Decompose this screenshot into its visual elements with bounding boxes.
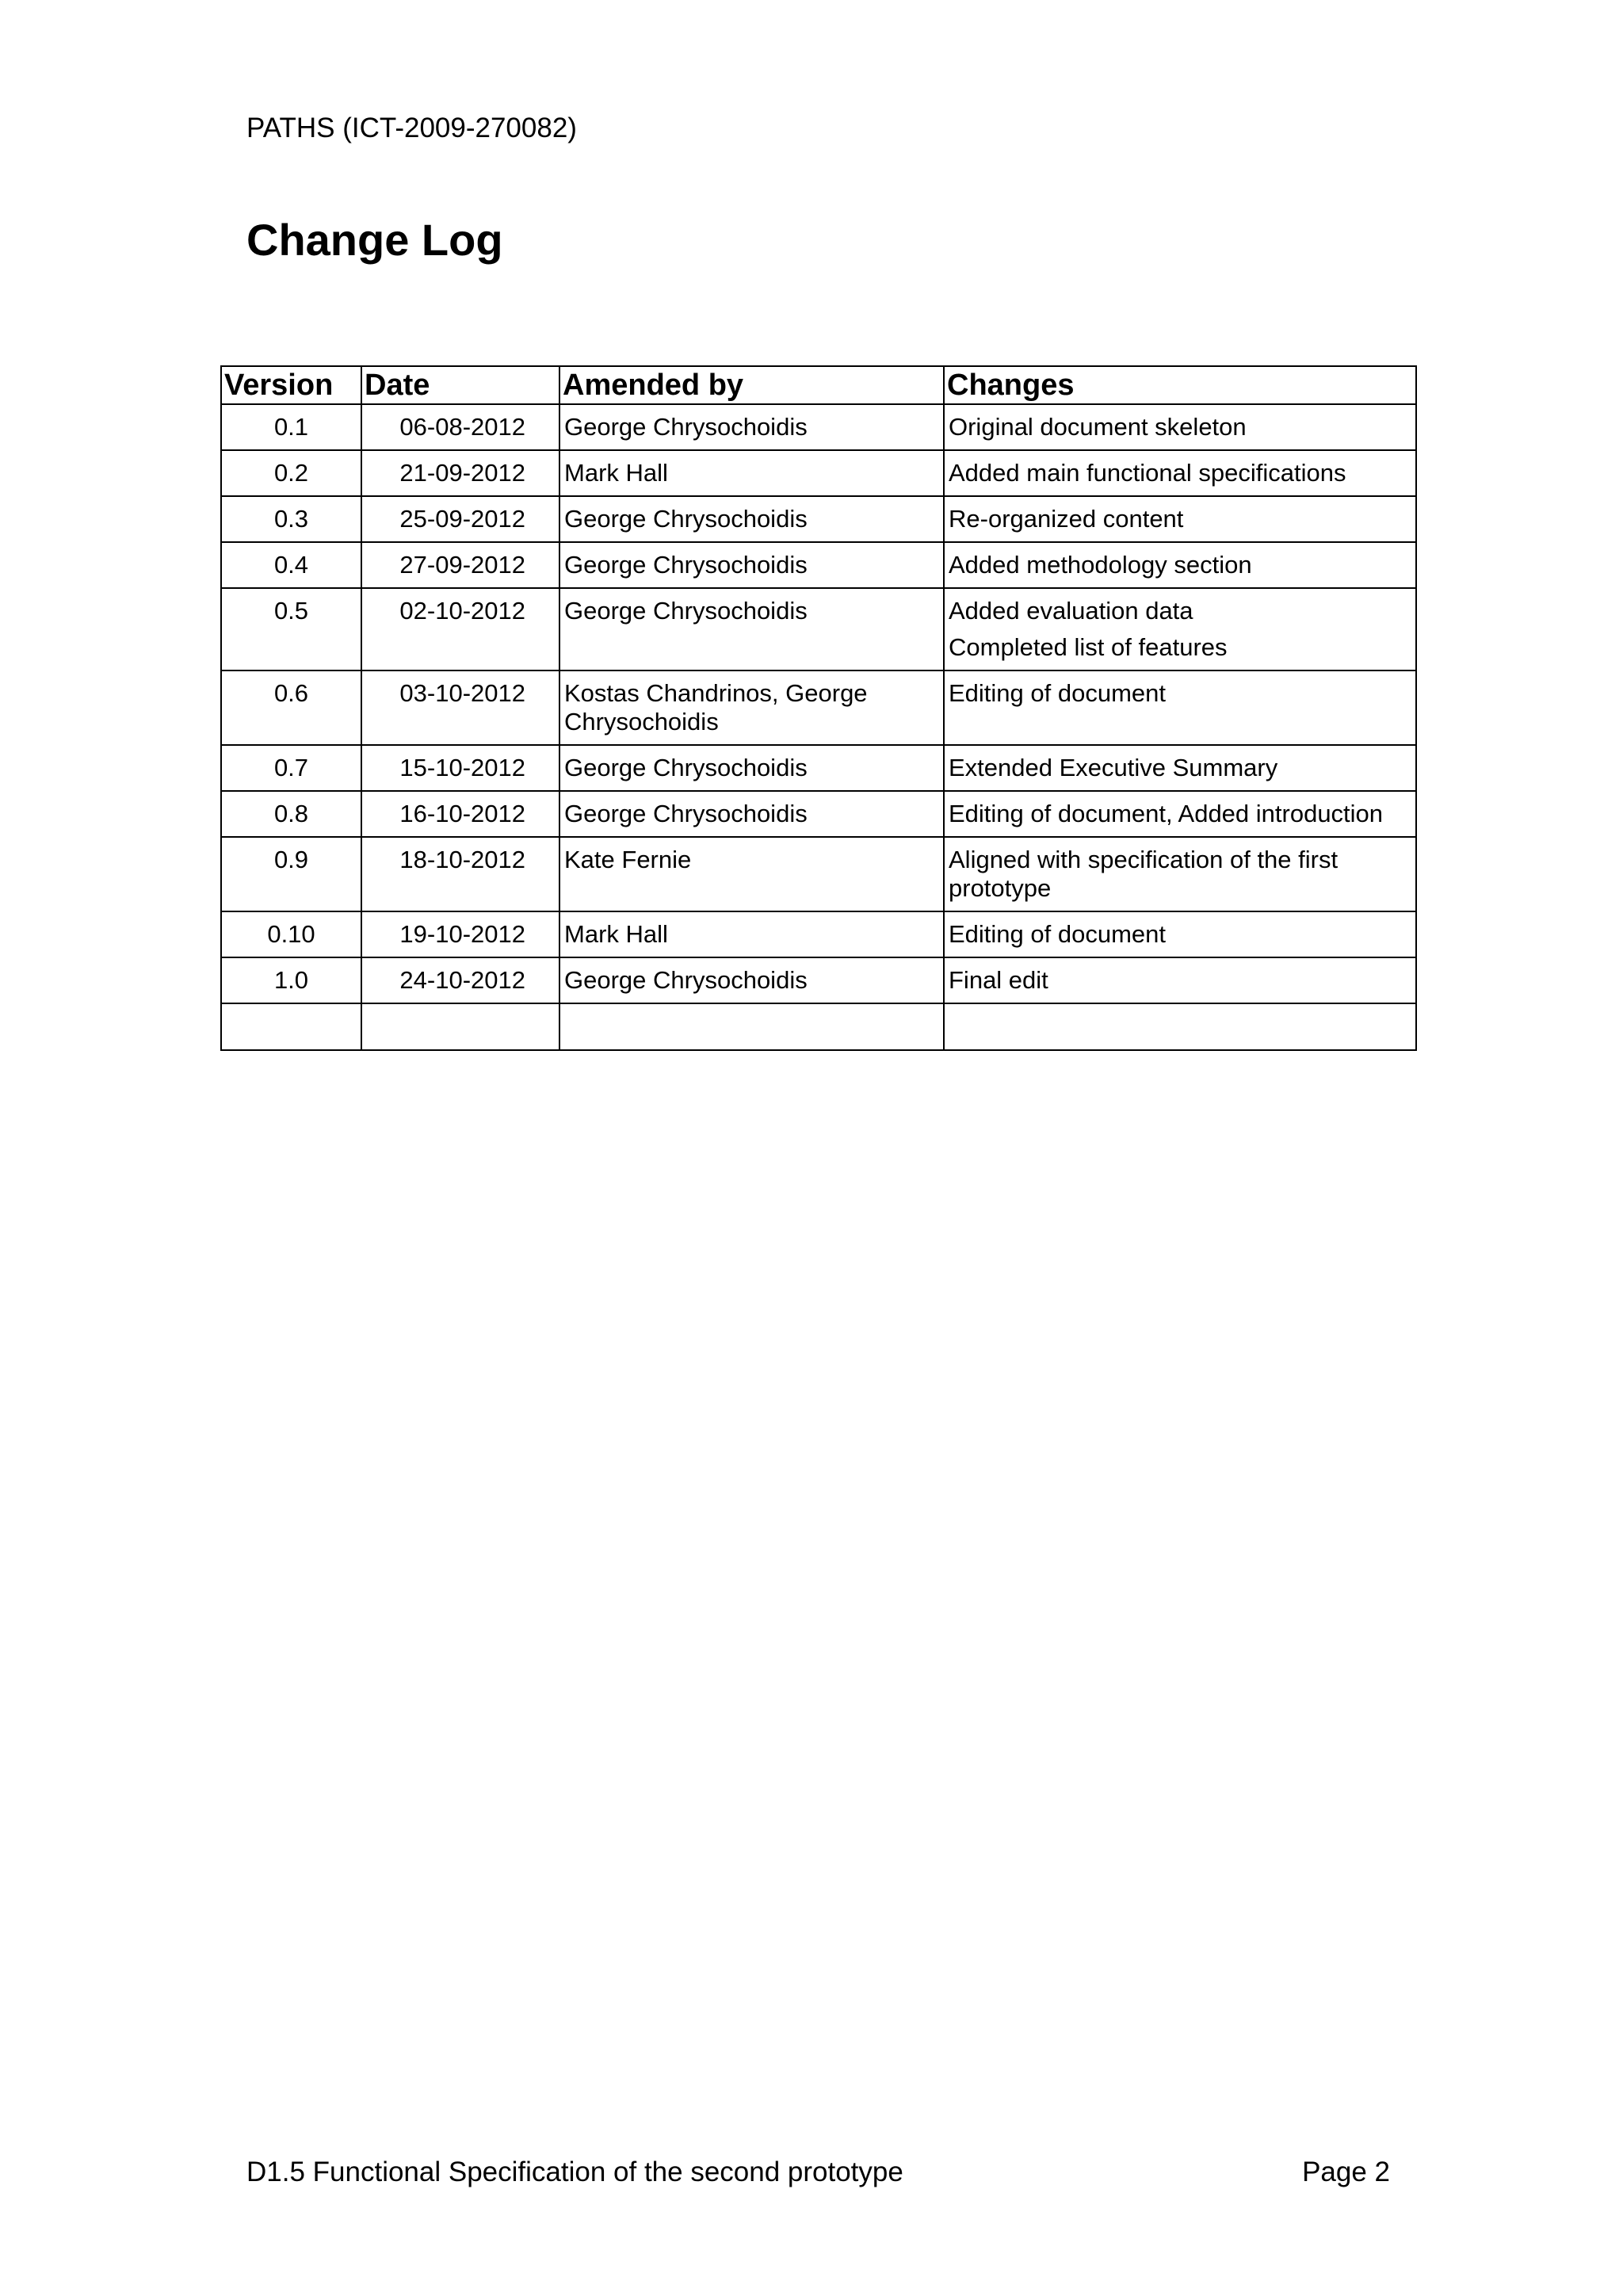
- change-entry: Final edit: [949, 966, 1048, 994]
- footer-page-number: Page 2: [1302, 2157, 1390, 2187]
- table-row: [221, 957, 1416, 1003]
- cell-version: 0.2: [221, 450, 361, 496]
- cell-date: 25-09-2012: [361, 496, 559, 542]
- cell-date: 24-10-2012: [361, 957, 559, 1003]
- cell-changes: [944, 791, 1416, 837]
- cell-amended-by: George Chrysochoidis: [559, 791, 944, 837]
- cell-date: 06-08-2012: [361, 404, 559, 450]
- cell-changes: [944, 404, 1416, 450]
- cell-version: 0.7: [221, 745, 361, 791]
- cell-date: 27-09-2012: [361, 542, 559, 588]
- cell-date: 18-10-2012: [361, 837, 559, 911]
- cell-amended-by: George Chrysochoidis: [559, 588, 944, 670]
- cell-date: 02-10-2012: [361, 588, 559, 670]
- cell-date: 19-10-2012: [361, 911, 559, 957]
- change-log-table: [220, 365, 1417, 1051]
- cell-date: 21-09-2012: [361, 450, 559, 496]
- table-body: [221, 404, 1416, 1050]
- table-row: [221, 496, 1416, 542]
- change-entry: Extended Executive Summary: [949, 754, 1278, 781]
- table-row: [221, 745, 1416, 791]
- cell-version: 0.10: [221, 911, 361, 957]
- cell-changes: [944, 450, 1416, 496]
- cell-changes: [944, 542, 1416, 588]
- cell-changes: [944, 957, 1416, 1003]
- column-header-changes: Changes: [944, 366, 1416, 404]
- table-header-row: [221, 366, 1416, 404]
- column-header-amended-by: Amended by: [559, 366, 944, 404]
- cell-amended-by: George Chrysochoidis: [559, 496, 944, 542]
- change-entry: Added main functional specifications: [949, 459, 1346, 487]
- page-footer: [246, 2155, 1390, 2190]
- cell-changes: [944, 670, 1416, 745]
- table-row: [221, 542, 1416, 588]
- change-entry: Completed list of features: [949, 633, 1228, 661]
- table-row: [221, 404, 1416, 450]
- change-entry: Original document skeleton: [949, 413, 1247, 441]
- cell-amended-by: Kate Fernie: [559, 837, 944, 911]
- column-header-version: Version: [221, 366, 361, 404]
- cell-version: 0.5: [221, 588, 361, 670]
- cell-date: 03-10-2012: [361, 670, 559, 745]
- cell-amended-by: Mark Hall: [559, 911, 944, 957]
- cell-amended-by: Kostas Chandrinos, George Chrysochoidis: [559, 670, 944, 745]
- cell-version: 0.6: [221, 670, 361, 745]
- cell-changes: [944, 496, 1416, 542]
- column-header-date: Date: [361, 366, 559, 404]
- table-row: [221, 588, 1416, 670]
- cell-version: 0.3: [221, 496, 361, 542]
- change-entry: Editing of document: [949, 920, 1167, 948]
- page-title: Change Log: [246, 215, 503, 265]
- cell-version: 0.4: [221, 542, 361, 588]
- change-entry: Re-organized content: [949, 505, 1184, 533]
- cell-version: 0.8: [221, 791, 361, 837]
- cell-amended-by: George Chrysochoidis: [559, 745, 944, 791]
- cell-changes: [944, 837, 1416, 911]
- cell-amended-by: George Chrysochoidis: [559, 542, 944, 588]
- cell-amended-by: [559, 1003, 944, 1050]
- cell-changes: [944, 588, 1416, 670]
- cell-changes: [944, 745, 1416, 791]
- footer-document-title: D1.5 Functional Specification of the second prototype: [246, 2157, 903, 2187]
- table-row: [221, 670, 1416, 745]
- cell-date: 16-10-2012: [361, 791, 559, 837]
- cell-version: [221, 1003, 361, 1050]
- cell-date: [361, 1003, 559, 1050]
- table-row: [221, 450, 1416, 496]
- table-row: [221, 1003, 1416, 1050]
- cell-amended-by: Mark Hall: [559, 450, 944, 496]
- cell-version: 1.0: [221, 957, 361, 1003]
- change-entry: Editing of document: [949, 679, 1167, 707]
- table-row: [221, 837, 1416, 911]
- change-entry: Editing of document, Added introduction: [949, 800, 1384, 827]
- cell-changes: [944, 1003, 1416, 1050]
- page-header: PATHS (ICT-2009-270082): [246, 113, 577, 143]
- change-entry: Added methodology section: [949, 551, 1252, 579]
- change-entry: Added evaluation data: [949, 597, 1193, 625]
- cell-version: 0.1: [221, 404, 361, 450]
- cell-date: 15-10-2012: [361, 745, 559, 791]
- change-entry: Aligned with specification of the first prototype: [949, 846, 1338, 902]
- table-row: [221, 911, 1416, 957]
- cell-version: 0.9: [221, 837, 361, 911]
- cell-amended-by: George Chrysochoidis: [559, 957, 944, 1003]
- table-row: [221, 791, 1416, 837]
- cell-changes: [944, 911, 1416, 957]
- cell-amended-by: George Chrysochoidis: [559, 404, 944, 450]
